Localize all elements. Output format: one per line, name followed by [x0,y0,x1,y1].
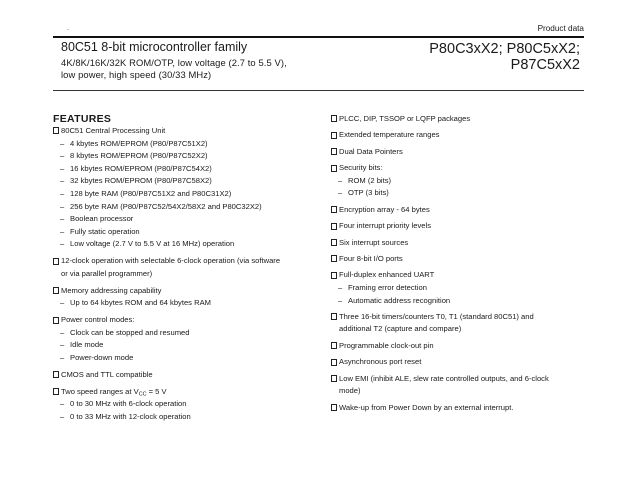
dash-icon: – [60,239,65,249]
feature-sub-list [53,398,315,423]
sub-item [53,150,315,163]
subtitle-line-1: 4K/8K/16K/32K ROM/OTP, low voltage (2.7 to 5.5 V), [61,57,287,68]
checkbox-bullet-icon [53,317,59,324]
feature-text: Four interrupt priority levels [339,221,432,231]
feature-wake-up [331,402,583,415]
sub-item [53,398,315,411]
feature-interrupt-sources [331,237,583,250]
sub-item [331,295,583,308]
feature-text-suffix: = 5 V [146,386,167,396]
sub-item-text: 0 to 33 MHz with 12-clock operation [70,411,191,421]
sub-item-text: Boolean processor [70,214,134,224]
feature-text-line-2: additional T2 (capture and compare) [339,324,462,334]
feature-clock-operation [53,255,315,280]
sub-item-text: 4 kbytes ROM/EPROM (P80/P87C51X2) [70,138,208,148]
feature-encryption-array [331,204,583,217]
sub-item [53,163,315,176]
sub-item [53,238,315,251]
part-line-2: P87C5xX2 [510,57,580,73]
sub-item-text: Fully static operation [70,226,140,236]
feature-speed-ranges [53,386,315,399]
sub-item-text: 256 byte RAM (P80/P87C52/54X2/58X2 and P80C32X2) [70,201,262,211]
checkbox-bullet-icon [331,206,337,213]
sub-item-text: Automatic address recognition [348,295,451,305]
checkbox-bullet-icon [331,223,337,230]
feature-memory-addressing [53,285,315,298]
header-rule [53,36,584,38]
feature-text: CMOS and TTL compatible [61,369,153,379]
checkbox-bullet-icon [53,388,59,395]
sub-item [331,175,583,188]
dash-icon: – [60,327,65,337]
checkbox-bullet-icon [53,258,59,265]
sub-item-text: Framing error detection [348,282,427,292]
dash-icon: – [338,295,343,305]
checkbox-bullet-icon [331,165,337,172]
sub-item-text: Idle mode [70,340,104,350]
checkbox-bullet-icon [331,272,337,279]
feature-text: Power control modes: [61,315,135,325]
sub-item-text: Clock can be stopped and resumed [70,327,190,337]
sub-item [53,188,315,201]
dash-icon: – [338,188,343,198]
feature-text: Dual Data Pointers [339,146,403,156]
part-numbers [429,41,580,73]
sub-item [53,339,315,352]
feature-text-line-1: Low EMI (inhibit ALE, slew rate controlled outputs, and 6-clock [339,373,549,383]
checkbox-bullet-icon [331,359,337,366]
feature-dual-data-pointers [331,146,583,159]
checkbox-bullet-icon [331,239,337,246]
feature-text: Full-duplex enhanced UART [339,270,435,280]
feature-text: Six interrupt sources [339,237,409,247]
document-title: 80C51 8-bit microcontroller family [61,40,248,54]
features-heading: FEATURES [53,113,112,125]
part-line-1: P80C3xX2; P80C5xX2; [429,41,580,57]
feature-text-line-1: 12-clock operation with selectable 6-clock operation (via software [61,256,281,266]
dash-icon: – [60,298,65,308]
feature-cmos-ttl [53,369,315,382]
checkbox-bullet-icon [331,132,337,139]
dash-icon: – [60,226,65,236]
dash-icon: – [60,163,65,173]
sub-item-text: Low voltage (2.7 V to 5.5 V at 16 MHz) operation [70,239,235,249]
dash-icon: – [338,282,343,292]
feature-sub-list [53,297,315,310]
checkbox-bullet-icon [331,115,337,122]
product-data-label: Product data [537,24,584,33]
sub-item [53,297,315,310]
feature-text: Programmable clock-out pin [339,340,434,350]
checkbox-bullet-icon [331,342,337,349]
feature-clock-out-pin [331,340,583,353]
sub-item [331,282,583,295]
document-subtitle [61,57,361,81]
sub-item [53,213,315,226]
feature-text: Four 8-bit I/O ports [339,253,403,263]
feature-text: Encryption array - 64 bytes [339,204,430,214]
dash-icon: – [60,151,65,161]
checkbox-bullet-icon [331,148,337,155]
sub-item-text: 16 kbytes ROM/EPROM (P80/P87C54X2) [70,163,212,173]
feature-text: Extended temperature ranges [339,130,440,140]
sub-item-text: 8 kbytes ROM/EPROM (P80/P87C52X2) [70,151,208,161]
checkbox-bullet-icon [331,313,337,320]
dash-icon: – [60,201,65,211]
sub-item [53,138,315,151]
dash-icon: – [60,176,65,186]
feature-text-line-2: mode) [339,386,361,396]
sub-item-text: 128 byte RAM (P80/P87C51X2 and P80C31X2) [70,188,232,198]
feature-cpu [53,125,315,138]
feature-text-line-1: Three 16-bit timers/counters T0, T1 (standard 80C51) and [339,311,534,321]
feature-port-reset [331,356,583,369]
dash-icon: – [60,138,65,148]
dash-icon: – [60,188,65,198]
feature-packages [331,113,583,126]
header-mark: . [67,25,69,32]
feature-text: Wake-up from Power Down by an external interrupt. [339,402,514,412]
feature-sub-list [53,327,315,365]
dash-icon: – [338,175,343,185]
sub-item-text: Power-down mode [70,352,134,362]
feature-text-line-2: or via parallel programmer) [61,268,153,278]
feature-text: Security bits: [339,163,383,173]
dash-icon: – [60,411,65,421]
feature-text: PLCC, DIP, TSSOP or LQFP packages [339,114,471,123]
header-divider [53,90,584,91]
feature-security-bits [331,162,583,200]
sub-item [53,352,315,365]
feature-text: 80C51 Central Processing Unit [61,126,166,135]
sub-item-text: 0 to 30 MHz with 6-clock operation [70,399,187,409]
checkbox-bullet-icon [53,127,59,134]
feature-low-emi [331,373,583,398]
sub-item [53,175,315,188]
sub-item [53,327,315,340]
feature-io-ports [331,253,583,266]
feature-text: Memory addressing capability [61,285,162,295]
feature-uart [331,269,583,307]
dash-icon: – [60,340,65,350]
sub-item-text: OTP (3 bits) [348,188,389,198]
sub-item-text: ROM (2 bits) [348,175,392,185]
dash-icon: – [60,352,65,362]
checkbox-bullet-icon [53,287,59,294]
checkbox-bullet-icon [53,371,59,378]
feature-text-prefix: Two speed ranges at V [61,386,139,396]
feature-power-control [53,314,315,327]
subtitle-line-2: low power, high speed (30/33 MHz) [61,69,212,80]
sub-item-text: Up to 64 kbytes ROM and 64 kbytes RAM [70,298,211,308]
feature-sub-list [53,138,315,251]
features-right-column [331,113,583,414]
features-left-column [53,125,315,424]
sub-item-text: 32 kbytes ROM/EPROM (P80/P87C58X2) [70,176,212,186]
dash-icon: – [60,399,65,409]
feature-interrupt-priority [331,220,583,233]
checkbox-bullet-icon [331,255,337,262]
sub-item [331,187,583,200]
sub-item [53,201,315,214]
sub-item [53,411,315,424]
sub-item [53,226,315,239]
checkbox-bullet-icon [331,404,337,411]
feature-temperature-ranges [331,129,583,142]
feature-text: Asynchronous port reset [339,357,422,367]
vcc-subscript: CC [138,391,147,398]
feature-sub-list [331,175,583,200]
feature-timers [331,311,583,336]
feature-sub-list [331,282,583,307]
dash-icon: – [60,214,65,224]
checkbox-bullet-icon [331,375,337,382]
